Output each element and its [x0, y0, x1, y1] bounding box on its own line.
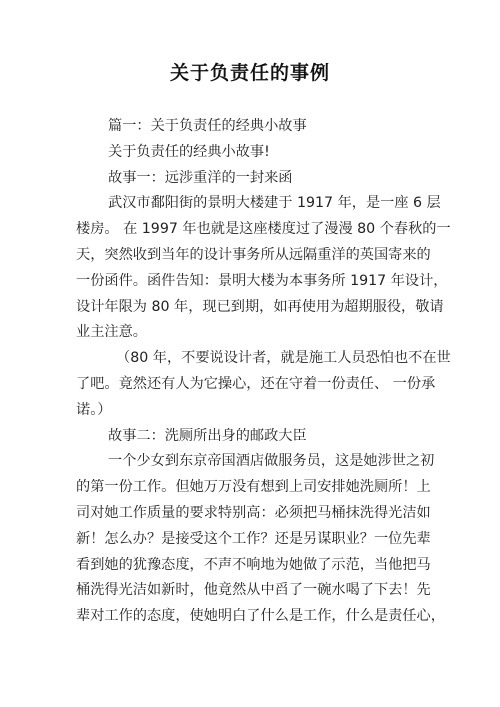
paragraph-line: 楼房。 在 1997 年也就是这座楼度过了漫漫 80 个春秋的一 [76, 221, 451, 238]
paragraph-line: 新！怎么办？是接受这个工作？还是另谋职业？一位先辈 [76, 530, 431, 547]
paragraph-line: 司对她工作质量的要求特别高：必须把马桶抹洗得光洁如 [76, 504, 431, 521]
paragraph-line: 桶洗得光洁如新时，他竟然从中舀了一碗水喝了下去！先 [76, 582, 431, 599]
paragraph-line: 辈对工作的态度，使她明白了什么是工作，什么是责任心， [76, 608, 445, 625]
paragraph-line: （80 年，不要说设计者，就是施工人员恐怕也不在世 [116, 350, 451, 367]
story-heading: 故事一：远涉重洋的一封来函 [108, 169, 293, 186]
paragraph-line: 一份函件。函件告知：景明大楼为本事务所 1917 年设计， [76, 272, 448, 289]
story-heading: 故事二：洗厕所出身的邮政大臣 [108, 427, 307, 444]
paragraph-line: 武汉市鄱阳街的景明大楼建于 1917 年，是一座 6 层 [108, 195, 441, 212]
section-heading: 篇一：关于负责任的经典小故事 [108, 118, 307, 134]
document-title: 关于负责任的事例 [169, 62, 330, 84]
paragraph-line: 了吧。竟然还有人为它操心，还在守着一份责任、 一份承 [76, 375, 436, 392]
paragraph-line: 诺。） [76, 401, 112, 418]
paragraph-line: 一个少女到东京帝国酒店做服务员，这是她涉世之初 [108, 453, 435, 470]
paragraph-line: 的第一份工作。但她万万没有想到上司安排她洗厕所！上 [76, 479, 431, 496]
paragraph-line: 看到她的犹豫态度，不声不响地为她做了示范，当他把马 [76, 556, 431, 573]
paragraph-line: 业主注意。 [76, 324, 147, 341]
document-body [76, 114, 451, 630]
paragraph-line: 天，突然收到当年的设计事务所从远隔重洋的英国寄来的 [76, 246, 431, 263]
paragraph-line: 设计年限为 80 年，现已到期，如再使用为超期服役，敬请 [76, 298, 444, 315]
subtitle-line: 关于负责任的经典小故事! [108, 143, 270, 160]
